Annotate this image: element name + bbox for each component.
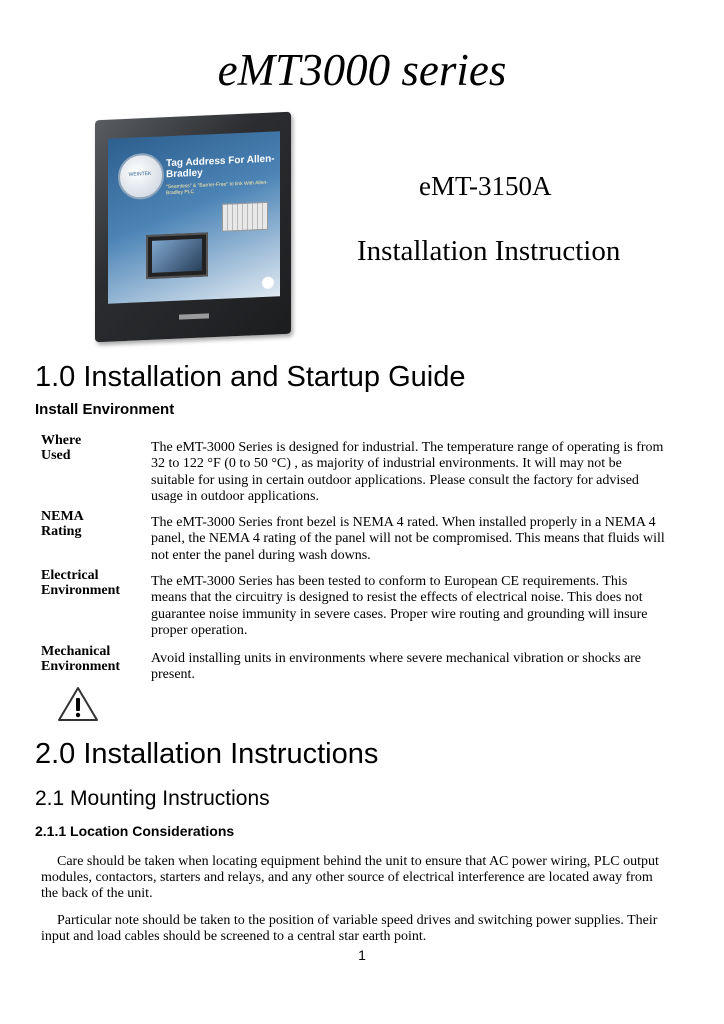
installation-instruction-title: Installation Instruction <box>357 235 621 267</box>
where-used-label-text: Where Used <box>41 433 82 463</box>
where-used-text: The eMT-3000 Series is designed for industrial. The temperature range of operating is from 32 to 122 °F (0 to 50 °C) , as majority of industrial environments. It will may not be suitable for using in certain outdoor applications. Please consult the factory for advised usage in outdoor applications. <box>151 440 664 504</box>
mechanical-environment-text: Avoid installing units in environments where severe mechanical vibration or shocks are present. <box>151 651 641 683</box>
page-number: 1 <box>358 947 366 963</box>
document-series-title: eMT3000 series <box>217 45 507 95</box>
electrical-environment-label-text: Electrical Environment <box>41 568 121 598</box>
electrical-environment-label <box>41 568 141 598</box>
location-paragraph-2: Particular note should be taken to the position of variable speed drives and switching power supplies. Their input and load cables should be screened to a central star earth point. <box>41 913 658 945</box>
nema-rating-label <box>41 509 141 539</box>
screen-subtitle: "Seamless" & "Barrier-Free" to link With Allen-Bradley PLC <box>166 179 268 197</box>
location-paragraph-1: Care should be taken when locating equipment behind the unit to ensure that AC power wiring, PLC output modules, contactors, starters and relays, and any other source of electrical interference are located away from the back of the unit. <box>41 854 659 902</box>
warning-triangle-icon <box>57 686 99 722</box>
nema-rating-label-text: NEMA Rating <box>41 509 84 539</box>
screen-title: Tag Address For Allen-Bradley <box>166 153 275 181</box>
device-photo <box>95 116 291 338</box>
where-used-label <box>41 433 141 463</box>
nema-rating-text: The eMT-3000 Series front bezel is NEMA 4 rated. When installed properly in a NEMA 4 panel, the NEMA 4 rating of the panel will not be compromised. This means that fluids will not enter the panel during wash downs. <box>151 515 665 563</box>
screen-brand-mark <box>262 277 274 290</box>
section-2-heading: 2.0 Installation Instructions <box>35 738 379 770</box>
section-2-1-1-heading: 2.1.1 Location Considerations <box>35 823 235 839</box>
device-screen <box>108 131 280 304</box>
install-environment-heading: Install Environment <box>35 401 175 418</box>
model-number: eMT-3150A <box>419 171 552 201</box>
section-1-heading: 1.0 Installation and Startup Guide <box>35 361 466 393</box>
electrical-environment-text: The eMT-3000 Series has been tested to conform to European CE requirements. This means that the circuitry is designed to resist the effects of electrical noise. This does not guarantee noise immunity in severe cases. Proper wire routing and grounding will insure proper operation. <box>151 574 648 638</box>
mechanical-environment-label <box>41 644 141 674</box>
screen-plc-rack <box>222 202 268 232</box>
mechanical-environment-label-text: Mechanical Environment <box>41 644 121 674</box>
screen-mini-device <box>146 232 208 279</box>
section-2-1-heading: 2.1 Mounting Instructions <box>35 787 270 810</box>
screen-logo-text: WEINTEK <box>128 170 152 178</box>
